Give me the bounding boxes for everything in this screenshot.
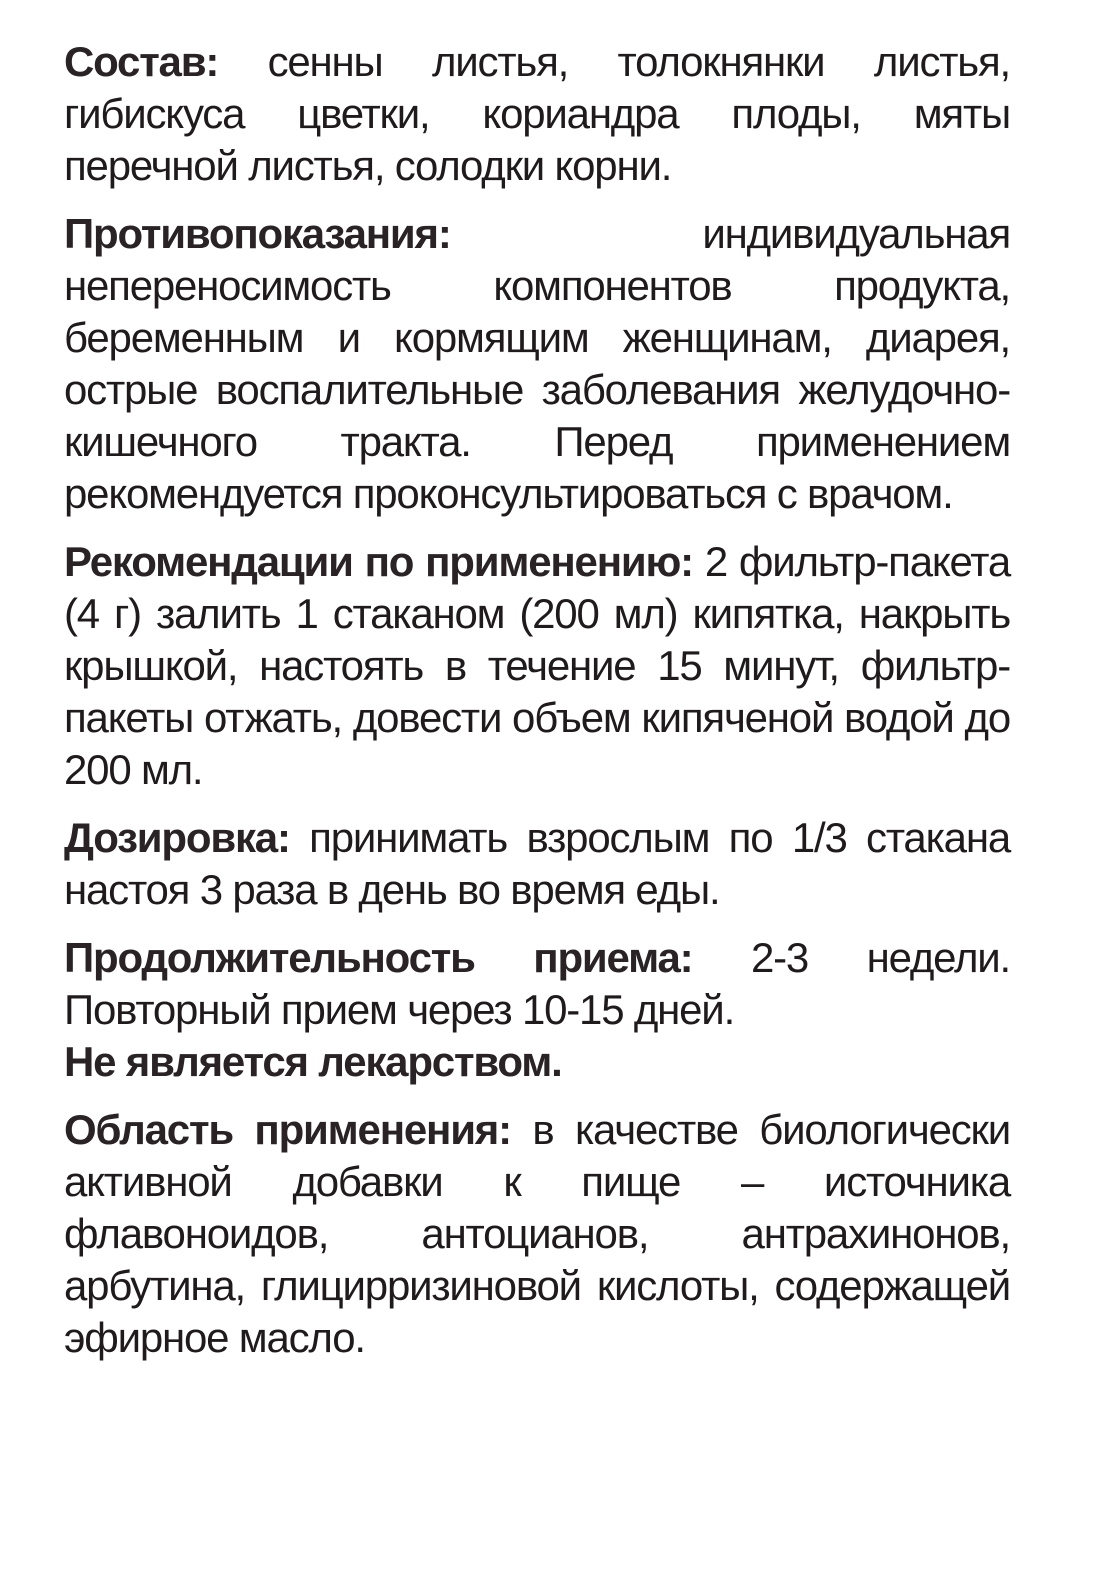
usage-section (64, 536, 1010, 796)
dosage-heading: Дозировка: (64, 814, 290, 861)
application-text: в качестве биологически активной добавки к пище – источника флавоноидов, антоцианов, антрахинонов, арбутина, глицирризиновой кислоты, содержащей эфирное масло. (64, 1106, 1010, 1361)
duration-section (64, 932, 1010, 1036)
contraindications-section (64, 208, 1010, 520)
contraindications-text: индивидуальная непереносимость компонентов продукта, беременным и кормящим женщинам, диарея, острые воспалительные заболевания желудочно-кишечного тракта. Перед применением рекомендуется проконсультироваться с врачом. (64, 210, 1010, 517)
duration-heading: Продолжительность приема: (64, 934, 693, 981)
product-label-text (64, 36, 1010, 1364)
duration-text: 2-3 недели. Повторный прием через 10-15 дней. (64, 934, 1010, 1033)
application-heading: Область применения: (64, 1106, 511, 1153)
composition-section (64, 36, 1010, 192)
dosage-section (64, 812, 1010, 916)
usage-heading: Рекомендации по применению: (64, 538, 693, 585)
disclaimer-text: Не является лекарством. (64, 1038, 562, 1085)
composition-text: сенны листья, толокнянки листья, гибискуса цветки, кориандра плоды, мяты перечной листья, солодки корни. (64, 38, 1010, 189)
application-section (64, 1104, 1010, 1364)
usage-text: 2 фильтр-пакета (4 г) залить 1 стаканом (200 мл) кипятка, накрыть крышкой, настоять в течение 15 минут, фильтр-пакеты отжать, довести объем кипяченой водой до 200 мл. (64, 538, 1010, 793)
contraindications-heading: Противопоказания: (64, 210, 451, 257)
disclaimer-section (64, 1036, 1010, 1088)
dosage-text: принимать взрослым по 1/3 стакана настоя 3 раза в день во время еды. (64, 814, 1010, 913)
composition-heading: Состав: (64, 38, 219, 85)
